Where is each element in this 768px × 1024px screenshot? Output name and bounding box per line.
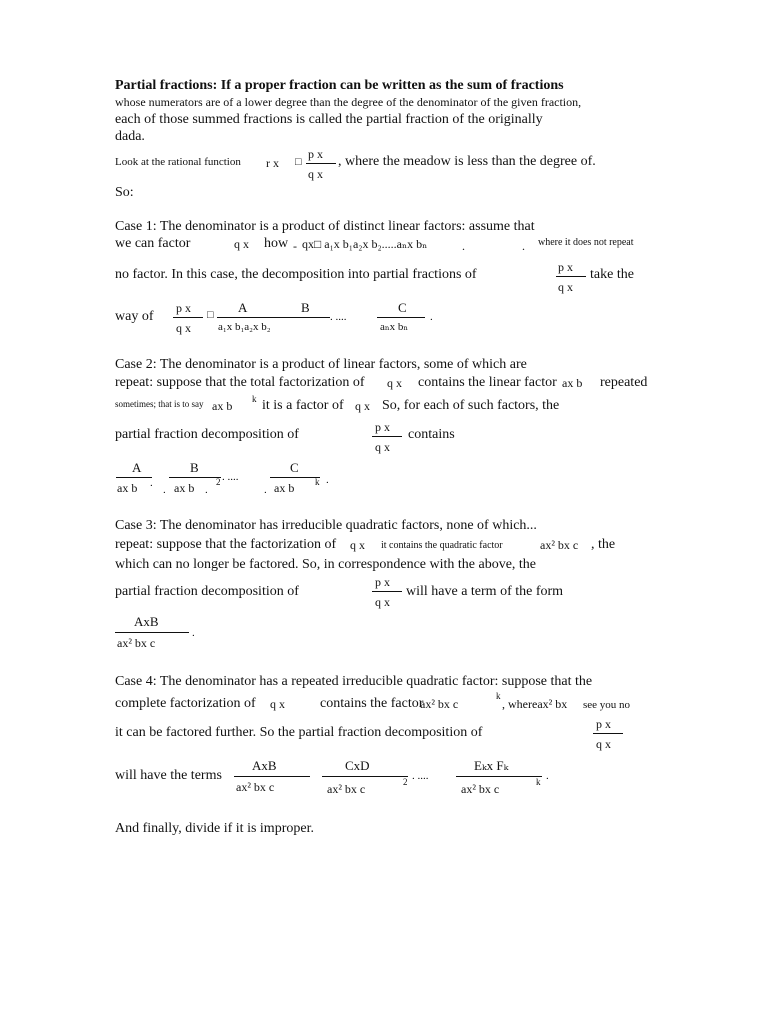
- case4-end-dot: .: [546, 770, 549, 782]
- case1-C-denominator: aₙx bₙ: [380, 321, 409, 333]
- case4-terms-label: will have the terms: [115, 768, 222, 783]
- case2-repeated: repeated: [600, 375, 648, 390]
- case4-f-bar: [593, 733, 623, 734]
- case2-axb-2: ax b: [212, 399, 233, 413]
- case2-heading: Case 2: The denominator is a product of linear factors, some of which are: [115, 357, 527, 372]
- case3-line-2: repeat: suppose that the factorization of: [115, 537, 337, 552]
- case1-how: how: [264, 236, 289, 251]
- look-fraction-numerator: p x: [308, 147, 323, 161]
- case2-A: A: [132, 460, 142, 475]
- case4-dots: . ....: [412, 770, 429, 782]
- case1-w-bar: [173, 317, 203, 318]
- intro-line-3: each of those summed fractions is called the partial fraction of the originally: [115, 112, 543, 127]
- case2-sep-2: .: [163, 484, 166, 496]
- case2-A-denominator: ax b: [117, 481, 138, 495]
- case4-qx: q x: [270, 697, 285, 711]
- case1-frac-denominator: q x: [558, 280, 573, 294]
- case2-sep-3: .: [205, 484, 208, 496]
- case4-t3-denominator: ax² bx c: [461, 782, 500, 796]
- case2-B-denominator: ax b: [174, 481, 195, 495]
- case3-term-text: will have a term of the form: [406, 584, 564, 599]
- case1-end-dot: .: [430, 311, 433, 323]
- case2-line-4: partial fraction decomposition of: [115, 427, 299, 442]
- case4-t3-power: k: [536, 777, 541, 787]
- case2-contains: contains: [408, 427, 455, 442]
- so-label: So:: [115, 185, 134, 200]
- case4-t2-power: 2: [403, 777, 408, 787]
- case4-f-denominator: q x: [596, 737, 611, 751]
- case1-heading: Case 1: The denominator is a product of distinct linear factors: assume that: [115, 219, 535, 234]
- case3-f-numerator: p x: [375, 575, 390, 589]
- case2-B-power: 2: [216, 477, 221, 487]
- case4-t3-numerator: Eₖx Fₖ: [474, 758, 509, 773]
- case2-C-denominator: ax b: [274, 481, 295, 495]
- case1-frac-numerator: p x: [558, 260, 573, 274]
- case1-dot-2: .: [522, 239, 525, 253]
- case1-w-numerator: p x: [176, 301, 191, 315]
- case1-B-dots: . ....: [330, 311, 347, 323]
- case1-A-denominator: a₁x b₁a₂x b₂: [218, 321, 271, 333]
- case2-dots: . ....: [222, 471, 239, 483]
- case3-t-denominator: ax² bx c: [117, 636, 156, 650]
- case1-dash: -: [293, 239, 297, 253]
- case1-qx: q x: [234, 237, 249, 251]
- case3-end-dot: .: [192, 627, 195, 639]
- case4-small-note: see you no: [583, 699, 631, 711]
- case1-A: A: [238, 300, 248, 315]
- case4-k: k: [496, 691, 501, 701]
- intro-title: Partial fractions: If a proper fraction can be written as the sum of fractions: [115, 78, 564, 93]
- intro-line-4: dada.: [115, 129, 145, 144]
- case1-take: take the: [590, 267, 634, 282]
- case4-t3-bar: [456, 776, 542, 777]
- look-fraction-denominator: q x: [308, 167, 323, 181]
- case2-end-dot: .: [326, 474, 329, 486]
- look-symbol: □: [295, 156, 302, 168]
- case3-f-bar: [372, 591, 402, 592]
- intro-line-2: whose numerators are of a lower degree than the degree of the denominator of the given fraction,: [115, 95, 582, 109]
- case2-sep-4: .: [264, 484, 267, 496]
- case2-k: k: [252, 394, 257, 404]
- case2-C-power: k: [315, 477, 320, 487]
- case1-note: where it does not repeat: [538, 237, 634, 248]
- case3-f-denominator: q x: [375, 595, 390, 609]
- case1-B: B: [301, 300, 310, 315]
- case2-sep-1: .: [150, 477, 153, 489]
- case1-C-bar: [377, 317, 425, 318]
- case2-line-2: repeat: suppose that the total factorization of: [115, 375, 365, 390]
- case1-w-symbol: □: [207, 309, 214, 321]
- case4-line-2-b: contains the factor: [320, 696, 424, 711]
- case1-A-bar: [217, 317, 290, 318]
- case1-C: C: [398, 300, 407, 315]
- closing-sentence: And finally, divide if it is improper.: [115, 821, 314, 836]
- case3-line-4: partial fraction decomposition of: [115, 584, 299, 599]
- case2-line-2-b: contains the linear factor: [418, 375, 557, 390]
- case2-line-3-rest: So, for each of such factors, the: [382, 398, 560, 413]
- case4-t1-bar: [234, 776, 310, 777]
- case2-axb: ax b: [562, 376, 583, 390]
- case2-small-note: sometimes; that is to say: [115, 399, 204, 409]
- case4-t1-denominator: ax² bx c: [236, 780, 275, 794]
- case3-line-3: which can no longer be factored. So, in correspondence with the above, the: [115, 557, 537, 572]
- case3-t-bar: [115, 632, 189, 633]
- case4-t1-numerator: AxB: [252, 758, 277, 773]
- case2-C: C: [290, 460, 299, 475]
- case2-qx: q x: [387, 376, 402, 390]
- case4-quadratic: ax² bx c: [420, 697, 459, 711]
- case3-small-note: it contains the quadratic factor: [381, 540, 503, 551]
- case3-heading: Case 3: The denominator has irreducible quadratic factors, none of which...: [115, 518, 537, 533]
- case4-where: , whereax² bx: [502, 697, 568, 711]
- case2-B: B: [190, 460, 199, 475]
- case1-frac-bar: [556, 276, 586, 277]
- case4-line-2: complete factorization of: [115, 696, 256, 711]
- case2-f-numerator: p x: [375, 420, 390, 434]
- look-prefix: Look at the rational function: [115, 156, 241, 168]
- look-suffix: , where the meadow is less than the degree of.: [338, 154, 596, 169]
- case3-qx: q x: [350, 538, 365, 552]
- case4-f-numerator: p x: [596, 717, 611, 731]
- look-fraction-bar: [306, 163, 336, 164]
- case4-t2-denominator: ax² bx c: [327, 782, 366, 796]
- case3-t-numerator: AxB: [134, 614, 159, 629]
- case2-A-bar: [116, 477, 152, 478]
- case4-heading: Case 4: The denominator has a repeated irreducible quadratic factor: suppose that the: [115, 674, 593, 689]
- case3-quadratic: ax² bx c: [540, 538, 579, 552]
- case2-B-bar: [169, 477, 221, 478]
- case1-B-bar: [282, 317, 330, 318]
- case2-line-3-mid: it is a factor of: [262, 398, 344, 413]
- case4-t2-bar: [322, 776, 408, 777]
- case4-t2-numerator: CxD: [345, 758, 370, 773]
- case1-dot: .: [462, 239, 465, 253]
- case3-the: , the: [591, 537, 616, 552]
- case1-w-denominator: q x: [176, 321, 191, 335]
- case1-line-3: no factor. In this case, the decomposition into partial fractions of: [115, 267, 477, 282]
- case2-f-denominator: q x: [375, 440, 390, 454]
- case4-line-3: it can be factored further. So the partial fraction decomposition of: [115, 725, 483, 740]
- case2-qx-2: q x: [355, 399, 370, 413]
- case1-way-of: way of: [115, 309, 154, 324]
- look-rx: r x: [266, 156, 279, 170]
- case2-C-bar: [270, 477, 320, 478]
- case1-factor-prefix: we can factor: [115, 236, 191, 251]
- case2-f-bar: [372, 436, 402, 437]
- case1-factorization: qx□ a₁x b₁a₂x b₂.....aₙx bₙ: [302, 237, 428, 251]
